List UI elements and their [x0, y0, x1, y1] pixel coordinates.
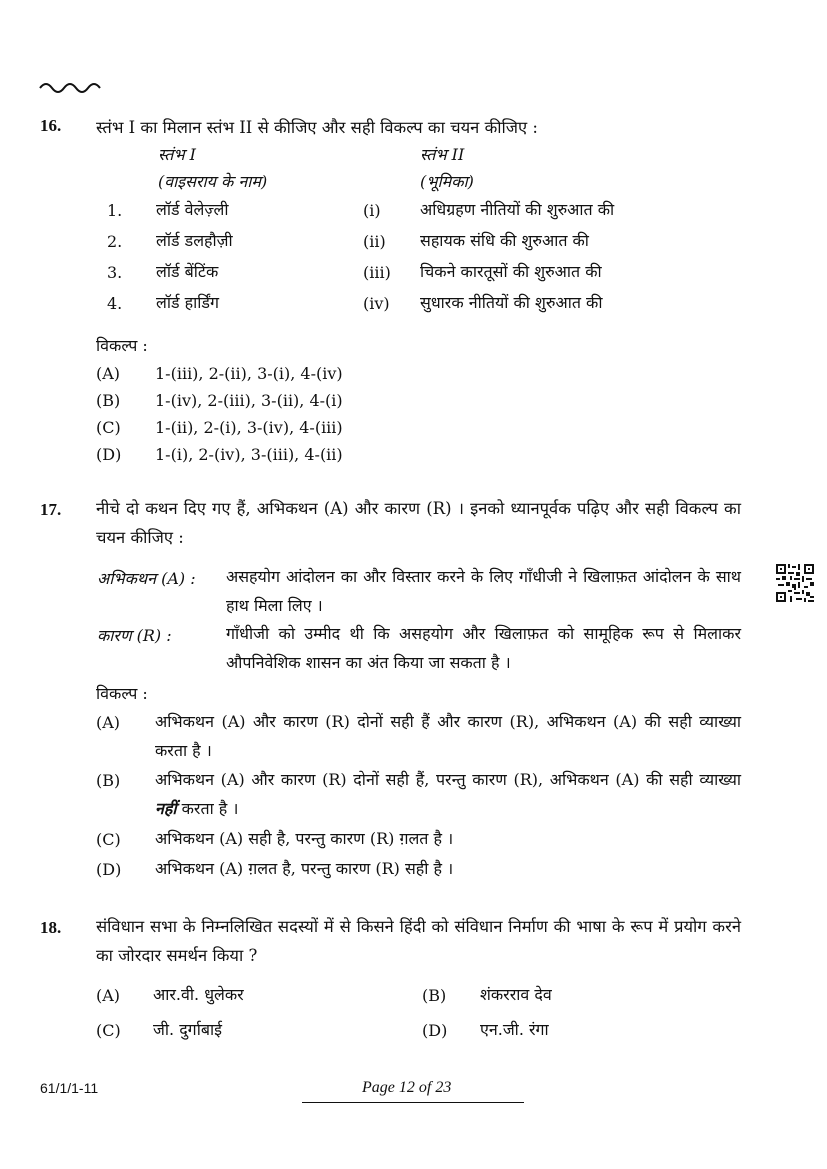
column-2-heading: स्तंभ II — [420, 145, 465, 164]
option-key: (C) — [96, 418, 121, 437]
option-key: (B) — [96, 771, 121, 790]
qr-code-icon — [776, 564, 814, 602]
question-18-text: संविधान सभा के निम्नलिखित सदस्यों में से किसने हिंदी को संविधान निर्माण की भाषा के रूप में प्रयोग करने का जोरदार समर्थन किया ? — [96, 917, 741, 965]
role-text: अधिग्रहण नीतियों की शुरुआत की — [420, 200, 615, 219]
row-number: 3. — [107, 263, 123, 282]
option-b-text: अभिकथन (A) और कारण (R) दोनों सही हैं, परन्तु कारण (R), अभिकथन (A) की सही व्याख्या — [155, 770, 741, 789]
option-a[interactable]: अभिकथन (A) और कारण (R) दोनों सही हैं और कारण (R), अभिकथन (A) की सही व्याख्या करता है । — [155, 712, 741, 760]
role-number: (iii) — [363, 263, 391, 282]
option-key: (B) — [422, 986, 447, 1005]
reason-text: गाँधीजी को उम्मीद थी कि असहयोग और खिलाफ़त को सामूहिक रूप से मिलाकर औपनिवेशिक शासन का अंत किया जा सकता है । — [226, 624, 741, 672]
question-number-16: 16. — [40, 116, 62, 135]
column-1-subheading: (वाइसराय के नाम) — [158, 172, 268, 191]
option-key: (B) — [96, 391, 121, 410]
assertion-text: असहयोग आंदोलन का और विस्तार करने के लिए गाँधीजी ने खिलाफ़त आंदोलन के साथ हाथ मिला लिए । — [226, 567, 741, 615]
option-key: (A) — [96, 364, 121, 383]
column-2-subheading: (भूमिका) — [420, 172, 474, 191]
assertion-label: अभिकथन (A) : — [97, 569, 196, 588]
option-key: (D) — [96, 860, 122, 879]
option-d[interactable]: एन.जी. रंगा — [480, 1020, 549, 1039]
option-c[interactable]: अभिकथन (A) सही है, परन्तु कारण (R) ग़लत है । — [155, 829, 454, 848]
option-a[interactable]: 1-(iii), 2-(ii), 3-(i), 4-(iv) — [155, 364, 343, 383]
row-number: 2. — [107, 232, 123, 251]
viceroy-name: लॉर्ड डलहौज़ी — [156, 231, 233, 250]
option-b-text-end: करता है । — [176, 799, 239, 818]
role-number: (i) — [363, 201, 381, 220]
role-text: सहायक संधि की शुरुआत की — [420, 231, 589, 250]
question-number-18: 18. — [40, 918, 62, 937]
option-key: (D) — [96, 445, 122, 464]
option-b[interactable]: शंकरराव देव — [480, 985, 552, 1004]
option-key: (C) — [96, 830, 121, 849]
footer-rule — [302, 1102, 524, 1103]
option-b[interactable] — [155, 765, 741, 823]
column-1-heading: स्तंभ I — [158, 145, 196, 164]
role-text: चिकने कारतूसों की शुरुआत की — [420, 262, 602, 281]
option-a[interactable]: आर.वी. धुलेकर — [153, 985, 244, 1004]
row-number: 1. — [107, 201, 123, 220]
row-number: 4. — [107, 294, 123, 313]
viceroy-name: लॉर्ड हार्डिंग — [156, 293, 219, 312]
wave-mark-icon — [38, 76, 110, 96]
page-number: Page 12 of 23 — [362, 1079, 452, 1096]
role-number: (ii) — [363, 232, 386, 251]
question-16-text: स्तंभ I का मिलान स्तंभ II से कीजिए और सही विकल्प का चयन कीजिए : — [96, 118, 538, 137]
emphasis-not: नहीं — [155, 799, 177, 818]
role-number: (iv) — [363, 294, 390, 313]
role-text: सुधारक नीतियों की शुरुआत की — [420, 293, 603, 312]
question-number-17: 17. — [40, 500, 62, 519]
option-d[interactable]: 1-(i), 2-(iv), 3-(iii), 4-(ii) — [155, 445, 343, 464]
viceroy-name: लॉर्ड वेलेज़्ली — [156, 200, 229, 219]
option-d[interactable]: अभिकथन (A) ग़लत है, परन्तु कारण (R) सही है । — [155, 859, 454, 878]
option-key: (A) — [96, 986, 121, 1005]
options-label: विकल्प : — [96, 684, 148, 703]
option-key: (D) — [422, 1021, 448, 1040]
option-key: (A) — [96, 713, 121, 732]
paper-code: 61/1/1-11 — [40, 1080, 99, 1096]
option-b[interactable]: 1-(iv), 2-(iii), 3-(ii), 4-(i) — [155, 391, 343, 410]
option-c[interactable]: 1-(ii), 2-(i), 3-(iv), 4-(iii) — [155, 418, 343, 437]
options-label: विकल्प : — [96, 336, 148, 355]
question-17-text: नीचे दो कथन दिए गए हैं, अभिकथन (A) और कारण (R) । इनको ध्यानपूर्वक पढ़िए और सही विकल्प का चयन कीजिए : — [96, 499, 741, 547]
reason-label: कारण (R) : — [97, 626, 172, 645]
option-c[interactable]: जी. दुर्गाबाई — [153, 1020, 222, 1039]
viceroy-name: लॉर्ड बेंटिंक — [156, 262, 219, 281]
option-key: (C) — [96, 1021, 121, 1040]
